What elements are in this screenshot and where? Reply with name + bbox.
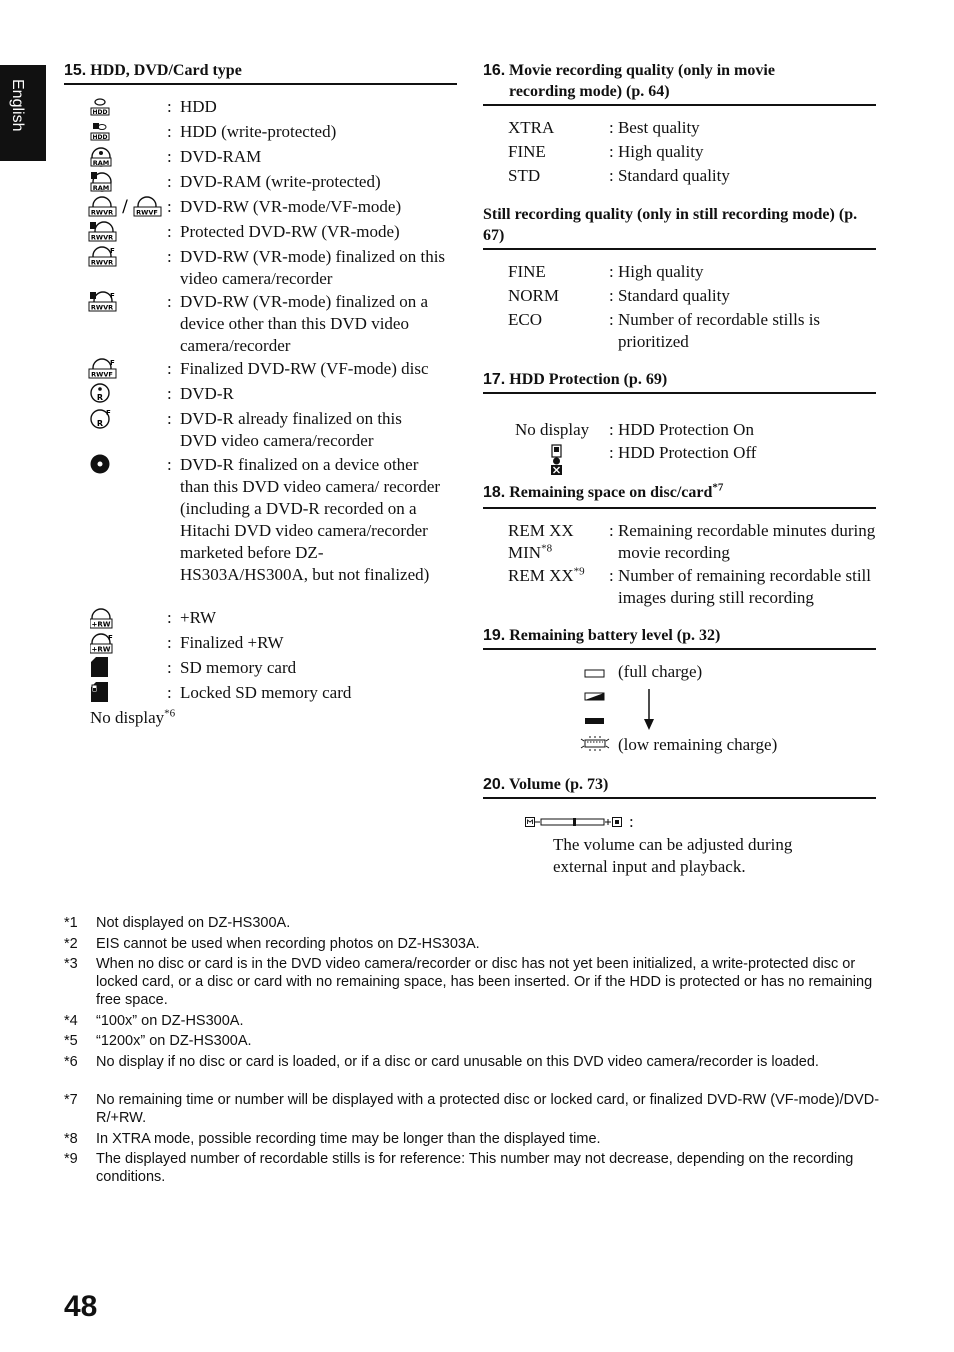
arrow-down-icon — [641, 689, 657, 736]
still-quality-key: NORM — [508, 286, 560, 305]
dvd-r-finalized-icon — [90, 408, 114, 435]
section-17-rule — [483, 392, 876, 394]
dvd-rw-vr-finalized-icon — [88, 246, 118, 273]
section-15-rule — [64, 83, 457, 85]
sd-card-icon — [91, 657, 109, 682]
colon: : — [167, 658, 172, 677]
colon: : — [167, 384, 172, 403]
section-18-title: 18. Remaining space on disc/card$^{*7}$ — [483, 481, 724, 501]
list-item: SD memory card — [180, 658, 297, 677]
quality-value: : Best quality — [609, 118, 700, 137]
dvd-ram-protected-icon — [90, 171, 112, 198]
colon: : — [167, 197, 172, 216]
rem-min-key-line2: MIN$^{*8}$ — [508, 542, 553, 562]
sd-card-locked-icon — [91, 682, 109, 707]
section-20-title: 20. Volume (p. 73) — [483, 776, 609, 793]
section-15-title: 15. HDD, DVD/Card type — [64, 62, 242, 79]
colon: : — [167, 409, 172, 428]
plus-rw-icon — [90, 608, 114, 635]
svg-text:F: F — [110, 247, 115, 255]
still-quality-value: : Number of recordable stills is prioritized — [609, 310, 821, 351]
still-quality-value: : Standard quality — [609, 286, 730, 305]
svg-text:RAM: RAM — [92, 184, 110, 192]
quality-key: STD — [508, 166, 541, 185]
svg-text:RWVR: RWVR — [90, 233, 114, 242]
section-19-rule — [483, 648, 876, 650]
battery-low-icon — [584, 713, 606, 731]
svg-text:RWVF: RWVF — [136, 208, 158, 217]
quality-key: FINE — [508, 142, 546, 161]
dvd-rw-vf-finalized-icon — [88, 358, 118, 385]
protection-on-value: : HDD Protection On — [609, 420, 754, 439]
svg-text:R: R — [96, 419, 104, 428]
section-19-title: 19. Remaining battery level (p. 32) — [483, 627, 721, 644]
section-20-rule — [483, 797, 876, 799]
still-quality-rule — [483, 248, 876, 250]
colon: : — [167, 172, 172, 191]
language-tab — [0, 65, 46, 161]
list-item: Locked SD memory card — [180, 683, 352, 702]
rem-stills-key: REM XX$^{*9}$ — [508, 565, 585, 585]
page-number: 48 — [64, 1290, 98, 1323]
dvd-rw-vr-protected-icon — [88, 221, 118, 248]
colon: : — [167, 292, 172, 311]
colon: : — [167, 633, 172, 652]
still-quality-key: ECO — [508, 310, 542, 329]
battery-empty-blinking-icon — [580, 736, 610, 757]
colon: : — [167, 97, 172, 116]
hdd-protection-off-icon — [551, 444, 563, 481]
colon: : — [167, 222, 172, 241]
section-16-rule — [483, 104, 876, 106]
colon: : — [167, 359, 172, 378]
dvd-r-icon — [90, 383, 112, 410]
svg-text:F: F — [108, 634, 113, 642]
dvd-ram-icon — [90, 146, 112, 173]
list-item: Protected DVD-RW (VR-mode) — [180, 222, 400, 241]
section-17-title: 17. HDD Protection (p. 69) — [483, 371, 668, 388]
battery-full-icon — [584, 666, 606, 684]
svg-text:HDD: HDD — [92, 109, 108, 116]
list-item: DVD-RW (VR-mode) finalized on a device other than this DVD video camera/recorder — [180, 292, 429, 355]
svg-text:RWVR: RWVR — [90, 303, 114, 312]
battery-half-icon — [584, 689, 606, 707]
svg-text:RAM: RAM — [92, 159, 110, 167]
list-item: DVD-R finalized on a device other than this DVD video camera/ recorder (including a DVD-R recorded on a Hitachi DVD video camera/recorder marketed before DZ-HS303A/HS300A, but not finalized) — [180, 455, 441, 584]
list-item: Finalized +RW — [180, 633, 284, 652]
hdd-icon — [90, 97, 110, 122]
svg-text:RWVR: RWVR — [90, 208, 114, 217]
list-item: DVD-R already finalized on this DVD video camera/recorder — [180, 409, 402, 450]
dvd-rw-vr-vf-icon — [88, 196, 164, 223]
svg-text:HDD: HDD — [92, 134, 108, 141]
svg-text:+RW: +RW — [91, 645, 111, 654]
svg-text:RWVF: RWVF — [91, 370, 113, 379]
svg-text:F: F — [110, 359, 115, 367]
svg-text:RWVR: RWVR — [90, 258, 114, 267]
hdd-protected-icon — [90, 122, 110, 147]
svg-text:F: F — [106, 409, 111, 417]
no-display-label: No display$^{*6}$ — [90, 707, 176, 727]
volume-bar-icon — [525, 815, 625, 834]
no-display-label: No display — [515, 420, 590, 439]
list-item: DVD-R — [180, 384, 234, 403]
volume-description: The volume can be adjusted during external input and playback. — [553, 835, 793, 876]
colon: : — [167, 455, 172, 474]
svg-text:/: / — [122, 197, 128, 217]
colon: : — [167, 247, 172, 266]
still-quality-title: Still recording quality (only in still recording mode) (p. 67) — [483, 206, 858, 244]
plus-rw-finalized-icon — [90, 633, 114, 660]
list-item: HDD (write-protected) — [180, 122, 337, 141]
list-item: Finalized DVD-RW (VF-mode) disc — [180, 359, 429, 378]
svg-text:F: F — [110, 292, 115, 300]
svg-text:+RW: +RW — [91, 620, 111, 629]
colon: : — [167, 122, 172, 141]
battery-full-label: (full charge) — [618, 662, 703, 681]
rem-min-key: REM XX — [508, 521, 574, 540]
language-tab-label: English — [9, 79, 26, 132]
quality-value: : Standard quality — [609, 166, 730, 185]
dvd-rw-vr-finalized-other-icon — [88, 291, 118, 318]
colon: : — [167, 608, 172, 627]
section-18-rule — [483, 507, 876, 509]
list-item: DVD-RW (VR-mode/VF-mode) — [180, 197, 402, 216]
svg-text:R: R — [96, 393, 104, 402]
list-item: DVD-RAM (write-protected) — [180, 172, 381, 191]
rem-stills-value: : Number of remaining recordable still images during still recording — [609, 566, 871, 607]
colon: : — [167, 147, 172, 166]
still-quality-value: : High quality — [609, 262, 704, 281]
list-item: DVD-RW (VR-mode) finalized on this video camera/recorder — [180, 247, 446, 288]
quality-key: XTRA — [508, 118, 555, 137]
still-quality-key: FINE — [508, 262, 546, 281]
quality-value: : High quality — [609, 142, 704, 161]
list-item: +RW — [180, 608, 217, 627]
list-item: DVD-RAM — [180, 147, 262, 166]
volume-colon: : — [629, 812, 634, 831]
colon: : — [167, 683, 172, 702]
list-item: HDD — [180, 97, 217, 116]
protection-off-value: : HDD Protection Off — [609, 443, 757, 462]
dvd-r-finalized-other-icon — [90, 454, 112, 481]
rem-min-value: : Remaining recordable minutes during movie recording — [609, 521, 876, 562]
battery-low-label: (low remaining charge) — [618, 735, 778, 754]
